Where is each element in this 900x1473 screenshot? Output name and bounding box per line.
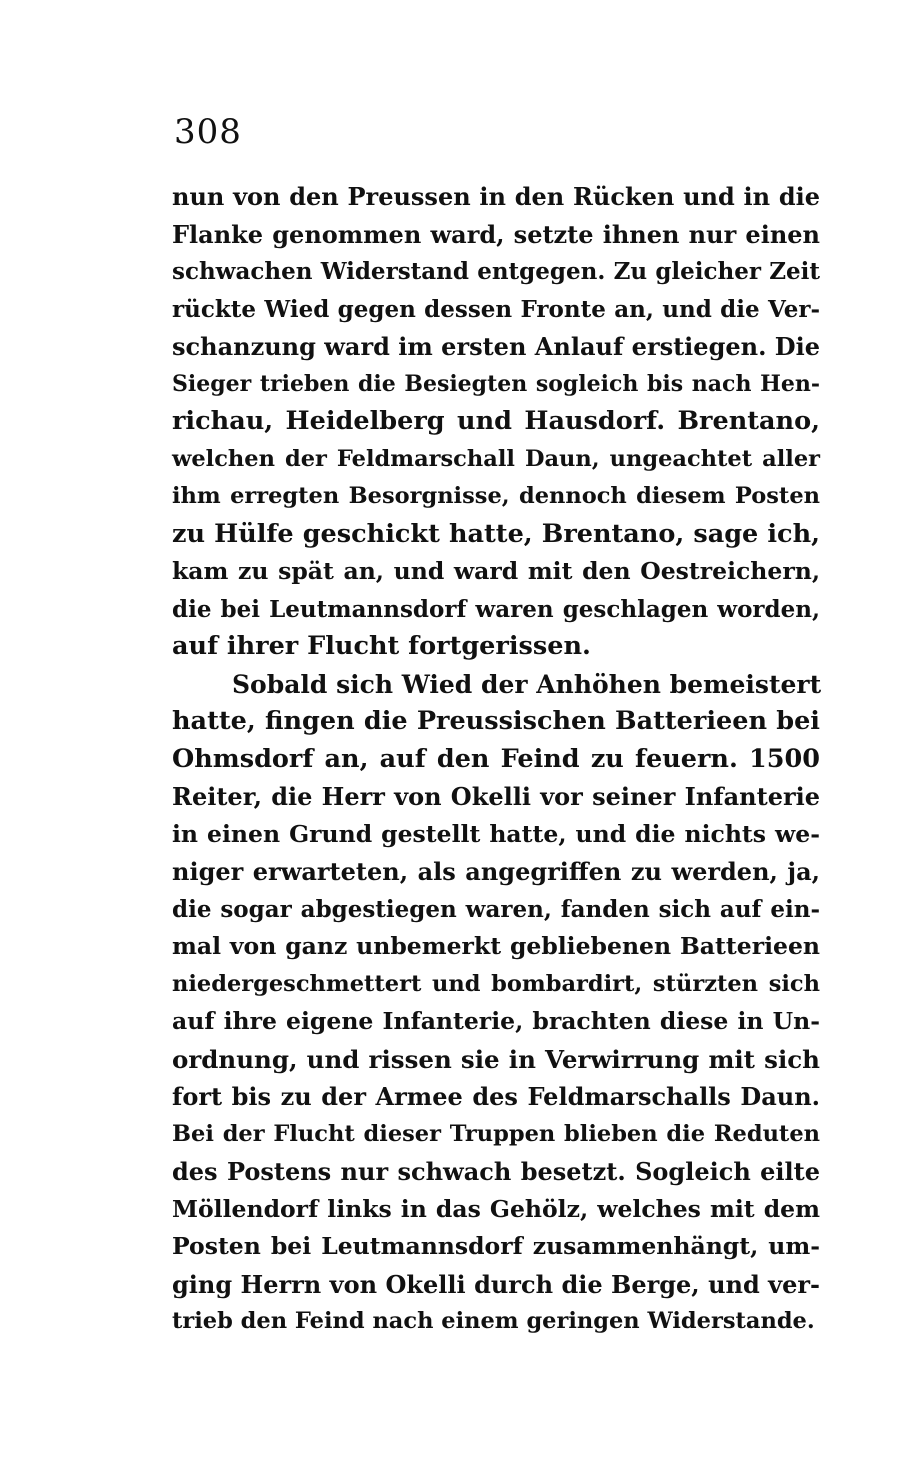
text-line: nun von den Preussen in den Rücken und in die [172, 182, 820, 211]
text-line: hatte, fingen die Preussischen Batterieen bei [172, 706, 820, 736]
paragraph-end-line: auf ihrer Flucht fortgerissen. [172, 631, 591, 661]
text-line: ihm erregten Besorgnisse, dennoch diesem Posten [172, 483, 820, 509]
text-line: die bei Leutmannsdorf waren geschlagen worden, [172, 595, 820, 623]
paragraph-start-line: Sobald sich Wied der Anhöhen bemeistert [232, 669, 822, 699]
text-line: Sieger trieben die Besiegten sogleich bis nach Hen- [172, 370, 820, 397]
text-line: Ohmsdorf an, auf den Feind zu feuern. 1500 [172, 743, 820, 774]
text-line: in einen Grund gestellt hatte, und die nichts we- [172, 819, 820, 848]
text-line: ging Herrn von Okelli durch die Berge, und ver- [172, 1269, 820, 1299]
text-line: niger erwarteten, als angegriffen zu werden, ja, [172, 857, 820, 886]
text-line: Bei der Flucht dieser Truppen blieben die Reduten [172, 1120, 820, 1147]
text-line: rückte Wied gegen dessen Fronte an, und die Ver- [172, 295, 820, 323]
text-line: schanzung ward im ersten Anlauf erstiegen. Die [172, 332, 820, 361]
text-line: ordnung, und rissen sie in Verwirrung mit sich [172, 1044, 820, 1074]
text-line: des Postens nur schwach besetzt. Sogleich eilte [172, 1157, 820, 1186]
text-line: kam zu spät an, und ward mit den Oestreichern, [172, 557, 820, 585]
text-line: schwachen Widerstand entgegen. Zu gleicher Zeit [172, 258, 820, 285]
text-line: richau, Heidelberg und Hausdorf. Brentano, [172, 406, 820, 436]
text-line: die sogar abgestiegen waren, fanden sich auf ein- [172, 895, 820, 923]
text-line: Flanke genommen ward, setzte ihnen nur einen [172, 219, 820, 249]
body-text [172, 178, 820, 1341]
text-line: auf ihre eigene Infanterie, brachten diese in Un- [172, 1007, 820, 1035]
page-number: 308 [174, 112, 242, 152]
text-line: Reiter, die Herr von Okelli vor seiner Infanterie [172, 782, 820, 811]
text-line: welchen der Feldmarschall Daun, ungeachtet aller [172, 445, 820, 472]
paragraph-end-line: trieb den Feind nach einem geringen Widerstande. [172, 1308, 815, 1334]
text-line: mal von ganz unbemerkt gebliebenen Batterieen [172, 932, 820, 960]
text-line: Posten bei Leutmannsdorf zusammenhängt, um- [172, 1232, 820, 1260]
text-line: zu Hülfe geschickt hatte, Brentano, sage ich, [172, 518, 820, 549]
text-line: niedergeschmettert und bombardirt, stürzten sich [172, 970, 820, 997]
text-line: Möllendorf links in das Gehölz, welches mit dem [172, 1194, 820, 1223]
text-line: fort bis zu der Armee des Feldmarschalls Daun. [172, 1082, 820, 1111]
